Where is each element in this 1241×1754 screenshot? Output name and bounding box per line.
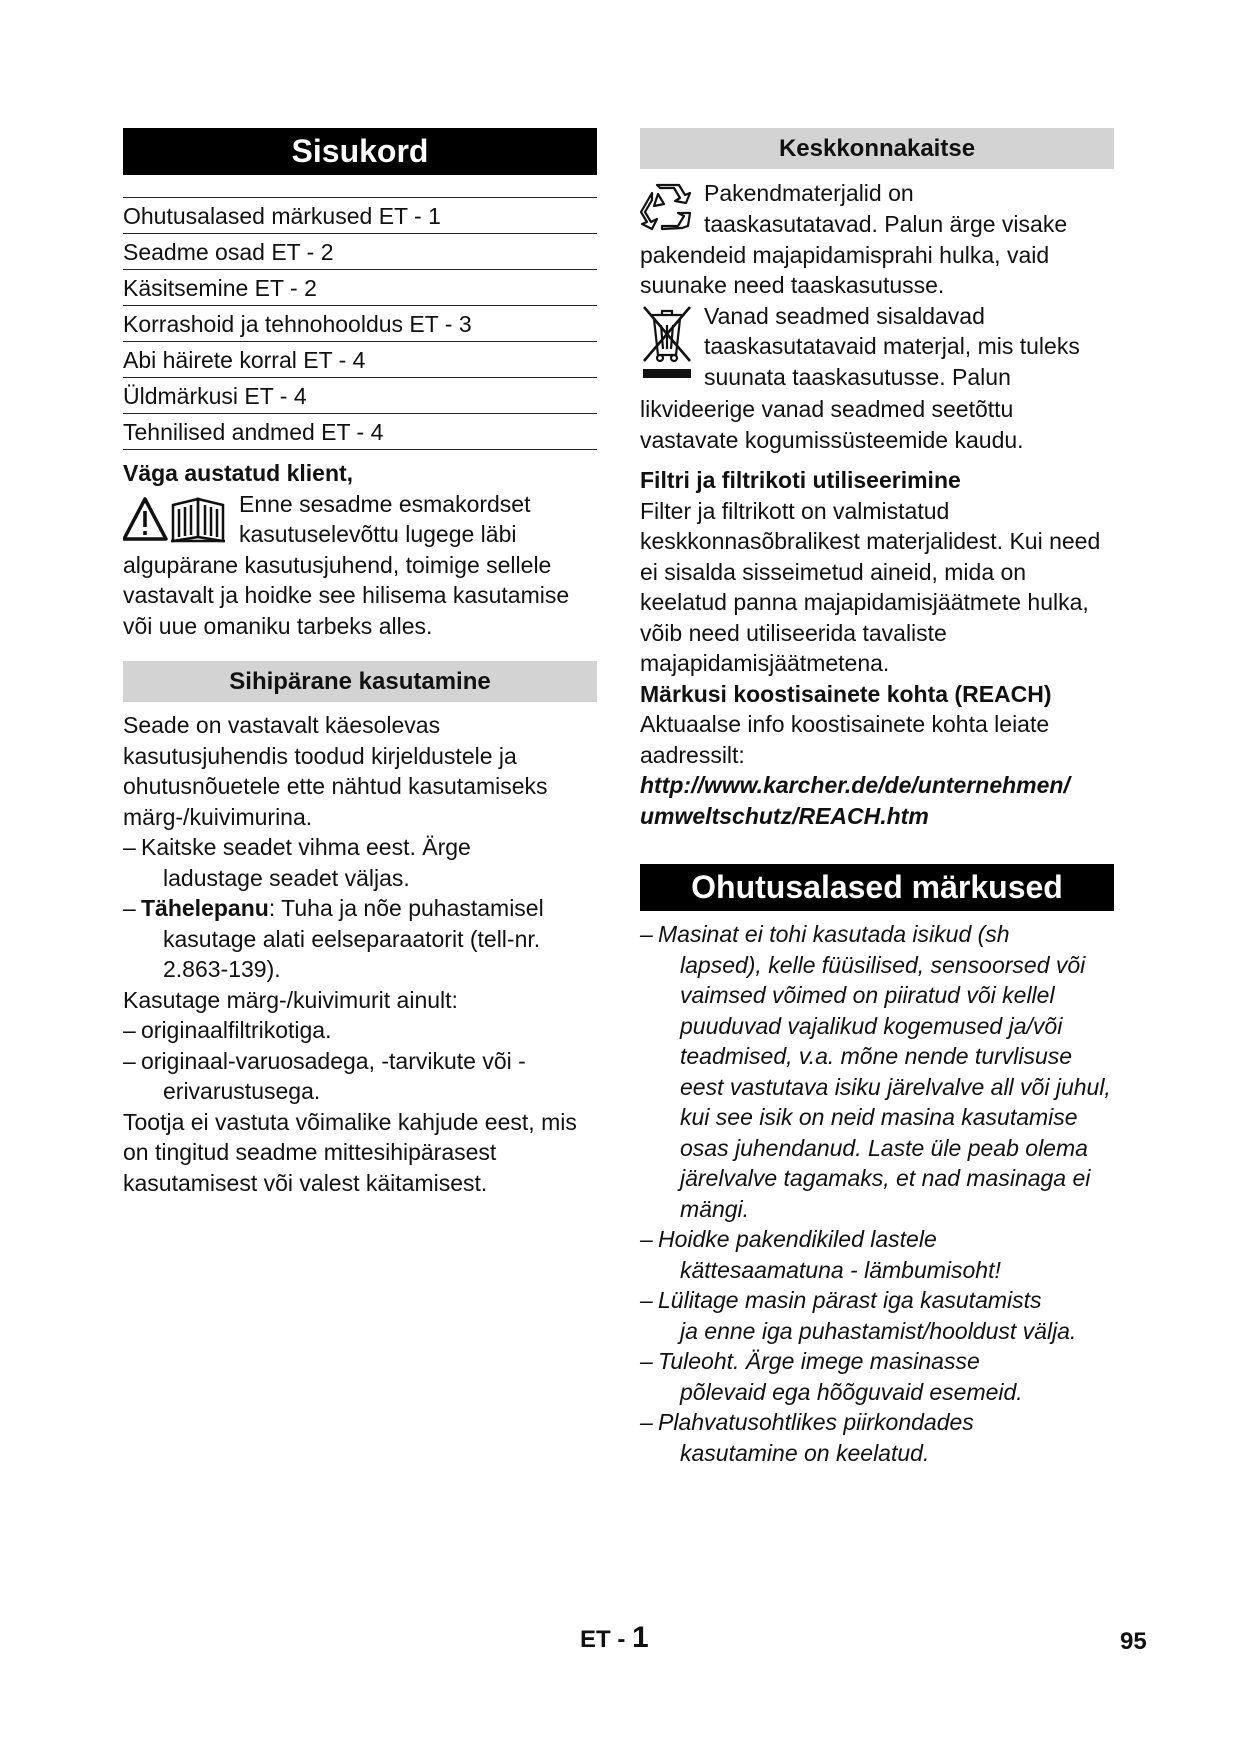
toc-item[interactable]: Tehnilised andmed ET - 4 <box>123 414 597 450</box>
toc-item[interactable]: Seadme osad ET - 2 <box>123 234 597 270</box>
intro-block <box>123 489 597 550</box>
reach-link[interactable]: http://www.karcher.de/de/unternehmen/ <box>640 772 1070 798</box>
list-item: – originaalfiltrikotiga. <box>123 1015 597 1046</box>
use-paragraph: Seade on vastavalt käesolevas kasutusjuhendis toodud kirjeldustele ja ohutusnõuetele ette nähtud kasutamiseks märg-/kuivimurina. <box>123 712 548 830</box>
crossed-bin-icon <box>640 303 694 395</box>
section-title-safety: Ohutusalased märkused <box>640 864 1114 911</box>
warning-triangle-icon <box>124 499 166 539</box>
recycle-icon <box>640 182 694 240</box>
toc-item[interactable]: Abi häirete korral ET - 4 <box>123 342 597 378</box>
intro-line: kasutuselevõttu lugege läbi <box>239 521 517 547</box>
intro-text: algupärane kasutusjuhend, toimige sellele vastavalt ja hoidke see hilisema kasutamise või uue omaniku tarbeks alles. <box>123 551 570 639</box>
packaging-line: taaskasutatavad. Palun ärge visake <box>704 210 1068 237</box>
list-item: – Tähelepanu: Tuha ja nõe puhastamisel kasutage alati eelseparaatorit (tell-nr. 2.863-139). <box>123 893 597 985</box>
old-devices-line: suunata taaskasutusse. Palun <box>704 363 1011 390</box>
list-item: – Kaitske seadet vihma eest. Ärge ladustage seadet väljas. <box>123 832 597 893</box>
toc-item[interactable]: Käsitsemine ET - 2 <box>123 270 597 306</box>
packaging-block <box>640 178 1114 240</box>
old-devices-block <box>640 301 1114 395</box>
open-book-icon <box>171 499 225 541</box>
toc-item[interactable]: Korrashoid ja tehnohooldus ET - 3 <box>123 306 597 342</box>
intro-line: Enne sesadme esmakordset <box>239 490 531 517</box>
use-paragraph: Tootja ei vastuta võimalike kahjude eest, mis on tingitud seadme mittesihipärasest kasutamisest või valest käitamisest. <box>123 1108 577 1196</box>
reach-link[interactable]: umweltschutz/REACH.htm <box>640 802 929 829</box>
right-column <box>640 128 1114 1468</box>
toc-item[interactable]: Ohutusalased märkused ET - 1 <box>123 198 597 234</box>
packaging-line: Pakendmaterjalid on <box>704 180 914 206</box>
list-item: – Tuleoht. Ärge imege masinasse põlevaid ega hõõguvaid esemeid. <box>640 1346 1114 1407</box>
reach-title: Märkusi koostisainete kohta (REACH) <box>640 680 1052 707</box>
reach-text: Aktuaalse info koostisainete kohta leiate aadressilt: <box>640 711 1050 768</box>
old-devices-line: Vanad seadmed sisaldavad <box>704 302 985 329</box>
footer-section-label: ET - 1 <box>580 1621 649 1654</box>
filter-text: Filter ja filtrikott on valmistatud keskkonnasõbralikest materjalidest. Kui need ei sisalda sisseimetud aineid, mida on keelatud panna majapidamisjäätmete hulka, võib need utiliseerida tavaliste majapidamisjäätmetena. <box>640 497 1101 676</box>
list-item: – Plahvatusohtlikes piirkondades kasutamine on keelatud. <box>640 1407 1114 1468</box>
warning-manual-icons <box>123 495 229 545</box>
list-item: – originaal-varuosadega, -tarvikute või - erivarustusega. <box>123 1046 597 1107</box>
list-item: – Masinat ei tohi kasutada isikud (sh lapsed), kelle füüsilised, sensoorsed või vaimsed võimed on piiratud või kellel puuduvad vajalikud kogemused ja/või teadmised, v.a. mõne nende turvlisuse eest vastutava isiku järelvalve all või juhul, kui see isik on neid masina kasutamise osas juhendanud. Laste üle peab olema järelvalve tagamaks, et nad masinaga ei mängi. <box>640 919 1114 1224</box>
packaging-text: pakendeid majapidamisprahi hulka, vaid suunake need taaskasutusse. <box>640 241 1050 298</box>
list-item: – Lülitage masin pärast iga kasutamists ja enne iga puhastamist/hooldust välja. <box>640 1285 1114 1346</box>
attention-label: Tähelepanu <box>141 895 269 921</box>
list-item: – Hoidke pakendikiled lastele kättesaamatuna - lämbumisoht! <box>640 1224 1114 1285</box>
page-number: 95 <box>1120 1628 1147 1655</box>
filter-title: Filtri ja filtrikoti utiliseerimine <box>640 467 961 493</box>
section-title-environment: Keskkonnakaitse <box>640 128 1114 169</box>
section-title-use: Sihipärane kasutamine <box>123 661 597 702</box>
toc-item[interactable]: Üldmärkusi ET - 4 <box>123 378 597 414</box>
greeting: Väga austatud klient, <box>123 460 354 486</box>
table-of-contents <box>123 197 597 450</box>
old-devices-text: likvideerige vanad seadmed seetõttu vastavate kogumissüsteemide kaudu. <box>640 396 1024 453</box>
safety-list <box>640 919 1114 1468</box>
left-column <box>123 128 597 1198</box>
old-devices-line: taaskasutatavaid materjal, mis tuleks <box>704 333 1080 359</box>
toc-title: Sisukord <box>123 128 597 175</box>
use-paragraph: Kasutage märg-/kuivimurit ainult: <box>123 986 458 1013</box>
